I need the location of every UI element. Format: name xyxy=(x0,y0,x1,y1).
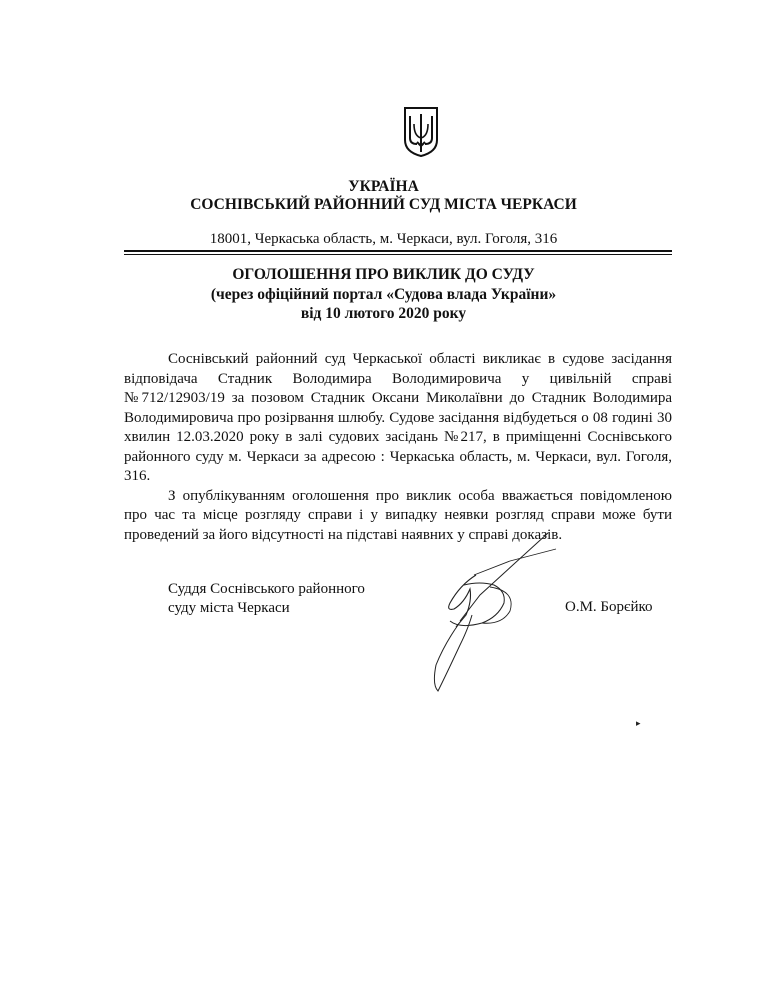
court-name-heading: СОСНІВСЬКИЙ РАЙОННИЙ СУД МІСТА ЧЕРКАСИ xyxy=(190,196,577,213)
judge-name: О.М. Борєйко xyxy=(565,599,653,615)
announcement-body xyxy=(124,350,672,545)
handwritten-signature-icon xyxy=(420,525,560,705)
scan-mark: ▸ xyxy=(636,718,641,728)
court-address: 18001, Черкаська область, м. Черкаси, вул. Гоголя, 316 xyxy=(209,231,558,247)
judge-role-line-1: Суддя Соснівського районного xyxy=(168,581,365,597)
announcement-title: ОГОЛОШЕННЯ ПРО ВИКЛИК ДО СУДУ xyxy=(232,266,535,283)
announcement-subtitle: (через офіційний портал «Судова влада України» xyxy=(210,286,557,303)
judge-role xyxy=(168,580,365,618)
header-divider-thin xyxy=(124,254,672,255)
country-heading: УКРАЇНА xyxy=(348,178,419,195)
body-paragraph-1: Соснівський районний суд Черкаської області викликає в судове засідання відповідача Стадник Володимира Володимировича у цивільній справі №712/12903/19 за позовом Стадник Оксани Миколаївни до Стадник Володимира Володимировича про розірвання шлюбу. Судове засідання відбудеться о 08 годині 30 хвилин 12.03.2020 року в залі судових засідань №217, в приміщенні Соснівського районного суду м. Черкаси за адресою : Черкаська область, м. Черкаси, вул. Гоголя, 316. xyxy=(124,351,672,484)
judge-role-line-2: суду міста Черкаси xyxy=(168,600,290,616)
tryzub-coat-of-arms-icon xyxy=(403,106,439,158)
header-divider-thick xyxy=(124,250,672,252)
body-paragraph-2: З опублікуванням оголошення про виклик особа вважається повідомленою про час та місце розгляду справи і у випадку неявки розгляд справи може бути проведений за його відсутності на підставі наявних у справі доказів. xyxy=(124,487,672,543)
announcement-date: від 10 лютого 2020 року xyxy=(300,305,467,322)
